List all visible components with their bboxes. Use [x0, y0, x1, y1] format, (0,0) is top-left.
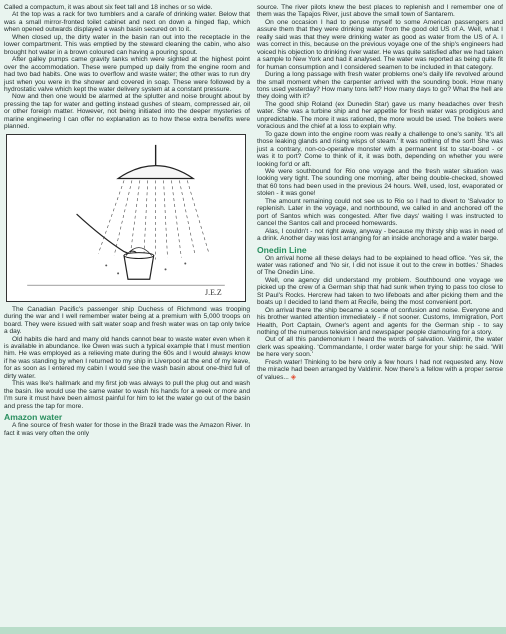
paragraph: On one occasion I had to peruse myself to some American passengers and assure them that they were drinking water from the good old US of A. Well, what I really said was that they were drinking water as good as water from the US of A. I was correct in this, because on the previous voyage one of the ship's engineers had voiced his objection to drinking river water. He was quite satisfied after we had taken a sample to New York and had it analysed. The water was reported as being quite fit for human consumption and I considered seamen to be included in that category. [257, 18, 503, 71]
paragraph: To gaze down into the engine room was really a challenge to one's sanity. 'It's all those leaking glands and rising wisps of steam.' It was nothing of the sort! She was just a contrary, non-co-operative monster with a permanent list to star-board - or was it to port? Come to think of it, it was both, depending on whether you were looking for'd or aft. [257, 130, 503, 168]
shower-sketch-icon [6, 134, 246, 302]
paragraph: Old habits die hard and many old hands cannot bear to waste water even when it is available in abundance. Ike Owen was such a typical example that I must mention him. He was employed as a relieving mate during the 60s and I would always know if he was standing by when I returned to my ship in Liverpool at the end of my leave, for as soon as I entered my cabin I would see the wash basin about one-third full of dirty water. [4, 335, 250, 380]
paragraph: The good ship Roland (ex Dunedin Star) gave us many headaches over fresh water. She was a turbine ship and her appetite for fresh water was prodigious and unpredictable. The more it was rationed, the more would be used. The boilers were voracious and the chief at a loss to explain why. [257, 100, 503, 131]
paragraph: At the top was a rack for two tumblers and a carafe of drinking water. Below that was a small mirror-fronted toilet cabinet and next on down a hinged flap, which when opened outwards displayed a wash basin secured on to it. [4, 11, 250, 34]
paragraph: When closed up, the dirty water in the basin ran out into the receptacle in the lower compartment. This was emptied by the steward cleaning the cabin, who also brought hot water in a brown coloured can having a pouring spout. [4, 33, 250, 56]
section-heading: Onedin Line [257, 244, 307, 255]
shower-head [118, 165, 193, 178]
right-column [257, 4, 503, 381]
paragraph: During a long passage with fresh water problems one's daily life revolved around the small moment when the carpenter arrived with the sounding book. How many tons used yesterday? How many tons left? How many days to go? What the hell are they doing with it? [257, 71, 503, 101]
paragraph: After galley pumps came gravity tanks which were sighted at the highest point over the accommodation. These were pumped up daily from the engine room and had two bad habits. One was to overflow and waste water; the other was to run dry just when you were in the shower and covered in soap. These were followed by a hydrostatic valve which kept the water delivery system at a constant pressure. [4, 56, 250, 93]
paragraph: Now and then one would be alarmed at the splutter and noise brought about by pressing the tap for water and getting instead gushes of steam, compressed air, oil or other foreign matter. However, not being initiated into the deeper mysteries of marine engineering I can offer no explanation as to how these extra benefits were planned. [4, 93, 250, 131]
paragraph [257, 359, 503, 381]
paragraph: Called a compactum, it was about six feet tall and 18 inches or so wide. [4, 4, 213, 11]
arm [77, 214, 134, 256]
paragraph: This was Ike's hallmark and my first job was always to pull the plug out and wash the basin. Ike would use the same water to wash his hands for a week or more and I'm sure it must have been almost painful for him to let the water go out of the basin and press the tap for more. [4, 380, 250, 410]
section-heading: Amazon water [4, 412, 63, 423]
paragraph: The Canadian Pacific's passenger ship Duchess of Richmond was trooping during the war and I well remember water being at a premium with 5,000 troops on board. They were issued with salt water soap and fresh water was on tap only twice a day. [4, 305, 250, 336]
illustration-signature: J.E.Z [205, 287, 222, 297]
paragraph: On arrival there the ship became a scene of confusion and noise. Everyone and his brother wanted attention immediately - if not sooner. Customs, Immigration, Port Health, Port Captain, Owner's agent and agents for the German ship - to say nothing of the numerous television and newspaper people clamouring for a story. [257, 306, 503, 337]
water-spray [98, 180, 209, 259]
paragraph: Out of all this pandemonium I heard the words of salvation. Valdimir, the water clerk was speaking. 'Commandante, I order water barge for your ship: he said. 'Will be here very soon.' [257, 336, 503, 359]
bottom-strip [0, 627, 506, 634]
paragraph: A fine source of fresh water for those in the Brazil trade was the Amazon River. In fact it was very often the only [4, 422, 250, 437]
paragraph: We were southbound for Rio one voyage and the fresh water situation was looking very tight. The sounding one morning, after being double-checked, showed that 60 tons had been used in the previous 24 hours. Well, used, lost, evaporated or stolen - it was gone! [257, 167, 503, 198]
paragraph: source. The river pilots knew the best places to replenish and I remember one of them was the Tapajos River, just above the small town of Santarem. [257, 4, 503, 19]
paragraph: On arrival home all these delays had to be explained to head office. 'Yes sir, the water was rationed' and 'No sir, I did not issue it out to the crew in bottles.' Shades of The Onedin Line. [257, 254, 503, 277]
paragraph: The amount remaining could not see us to Rio so I had to divert to 'Salvador to replenish. Later in the voyage, and northbound, we called in and anchored off the port of Santos which was congested. After five days' waiting I was instructed to cancel the Santos call and proceed homewards. [257, 197, 503, 228]
paragraph: Alas, I couldn't - not right away, anyway - because my thirsty ship was in need of a drink. Another day was lost arranging for an inside anchorage and a water barge. [257, 227, 503, 243]
left-column [4, 4, 250, 437]
bucket [124, 255, 154, 279]
paragraph-text: Fresh water! Thinking to be here only a few hours I had not requested any. Now the miracle had been arranged by Valdimir. Now there's a fellow with a proper sense of values... [257, 358, 503, 381]
end-of-article-icon: ◈ [290, 373, 297, 381]
paragraph: Well, one agency did understand my problem. Southbound one voyage we picked up the crew of a German ship that had sunk when trying to pass too close to St Paul's Rocks. Hercrew had taken to two lifeboats and after picking them and the boats up I decided to land them at Recife, being the most convenient port. [257, 276, 503, 307]
